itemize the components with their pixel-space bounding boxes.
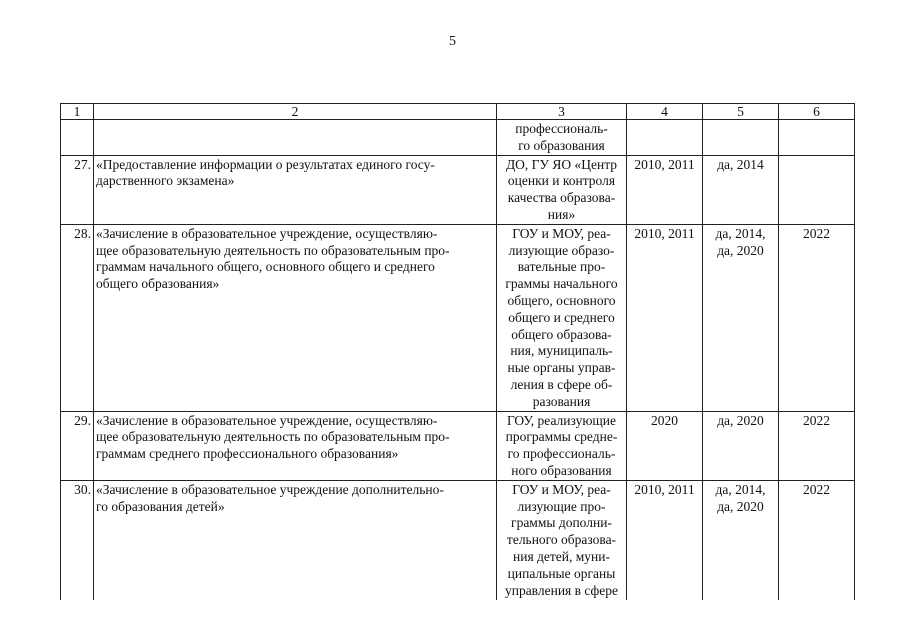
- responsible-organization-text: го образования: [518, 137, 605, 153]
- responsible-organization-text: тельного образова-: [506, 532, 617, 548]
- responsible-organization-text: граммы начального: [505, 276, 618, 292]
- responsible-organization-text: ные органы управ-: [507, 360, 616, 376]
- status-cell: [703, 480, 779, 600]
- status-text: да, 2014,: [715, 481, 766, 497]
- responsible-organization-text: общего образова-: [511, 326, 612, 342]
- years-cell: [627, 480, 703, 600]
- years-text: 2010, 2011: [634, 481, 695, 497]
- column-header-5: 5: [703, 104, 779, 120]
- years-text: 2010, 2011: [634, 156, 695, 172]
- responsible-organization-text: ления в сфере об-: [510, 376, 613, 392]
- years-cell: [627, 411, 703, 480]
- responsible-organization-text: профессиональ-: [515, 121, 608, 136]
- service-name-text: го образования детей»: [96, 498, 225, 514]
- responsible-organization-text: общего, основного: [507, 292, 616, 308]
- status-text: да, 2020: [717, 242, 764, 258]
- table-header-row: [61, 104, 855, 120]
- service-name-text: «Зачисление в образовательное учреждение, осуществляю-: [96, 225, 438, 241]
- responsible-organization-text: граммы дополни-: [511, 515, 612, 531]
- service-name-cell: [94, 411, 497, 480]
- service-name-text: граммам начального общего, основного общего и среднего: [96, 259, 435, 275]
- responsible-organization-text: ГОУ, реализующие: [506, 412, 617, 428]
- deadline-cell: [779, 411, 855, 480]
- service-name-text: «Зачисление в образовательное учреждение, осуществляю-: [96, 412, 438, 428]
- status-text: да, 2020: [717, 412, 764, 428]
- table-row: [61, 411, 855, 480]
- deadline-cell: [779, 155, 855, 224]
- responsible-organization-text: ГОУ и МОУ, реа-: [512, 225, 611, 241]
- service-name-cell: [94, 120, 497, 156]
- responsible-organization-text: общего и среднего: [508, 309, 615, 325]
- status-text: да, 2014: [717, 156, 764, 172]
- responsible-organization-text: оценки и контроля: [507, 173, 616, 189]
- deadline-cell: [779, 480, 855, 600]
- responsible-organization-text: ного образования: [511, 462, 612, 478]
- deadline-cell: [779, 120, 855, 156]
- service-name-text: щее образовательную деятельность по образовательным про-: [96, 242, 450, 258]
- responsible-organization-cell: [497, 120, 627, 156]
- column-header-3: 3: [497, 104, 627, 120]
- service-name-text: общего образования»: [96, 276, 220, 292]
- responsible-organization-text: ципальные органы: [507, 565, 616, 581]
- responsible-organization-text: ния»: [547, 206, 576, 222]
- years-text: 2020: [651, 412, 678, 428]
- deadline-text: 2022: [803, 481, 830, 497]
- responsible-organization-cell: [497, 155, 627, 224]
- responsible-organization-cell: [497, 411, 627, 480]
- column-header-2: 2: [94, 104, 497, 120]
- services-table: [60, 103, 855, 600]
- column-header-4: 4: [627, 104, 703, 120]
- table-row: [61, 120, 855, 156]
- service-name-text: «Предоставление информации о результатах единого госу-: [96, 156, 435, 172]
- responsible-organization-text: ГОУ и МОУ, реа-: [512, 481, 611, 497]
- years-cell: [627, 224, 703, 411]
- deadline-cell: [779, 224, 855, 411]
- row-number-text: 29.: [74, 412, 91, 428]
- status-cell: [703, 411, 779, 480]
- row-number-cell: [61, 411, 94, 480]
- status-text: да, 2014,: [715, 225, 766, 241]
- deadline-text: 2022: [803, 412, 830, 428]
- service-name-text: дарственного экзамена»: [96, 173, 235, 189]
- deadline-text: 2022: [803, 225, 830, 241]
- service-name-text: щее образовательную деятельность по образовательным про-: [96, 429, 450, 445]
- responsible-organization-text: лизующие образо-: [508, 242, 615, 258]
- table-row: [61, 224, 855, 411]
- column-header-6: 6: [779, 104, 855, 120]
- row-number-cell: [61, 155, 94, 224]
- column-header-1: 1: [61, 104, 94, 120]
- status-cell: [703, 224, 779, 411]
- row-number-cell: [61, 120, 94, 156]
- service-name-text: граммам среднего профессионального образования»: [96, 446, 399, 462]
- status-cell: [703, 120, 779, 156]
- page-number: 5: [449, 34, 456, 49]
- row-number-cell: [61, 224, 94, 411]
- service-name-cell: [94, 155, 497, 224]
- years-text: 2010, 2011: [634, 225, 695, 241]
- responsible-organization-text: разования: [532, 393, 591, 409]
- responsible-organization-text: качества образова-: [507, 190, 616, 206]
- row-number-text: 27.: [74, 156, 91, 172]
- responsible-organization-text: ния детей, муни-: [513, 548, 610, 564]
- service-name-text: «Зачисление в образовательное учреждение дополнительно-: [96, 481, 444, 497]
- responsible-organization-text: вательные про-: [517, 259, 606, 275]
- years-cell: [627, 120, 703, 156]
- status-cell: [703, 155, 779, 224]
- responsible-organization-text: го профессиональ-: [507, 446, 616, 462]
- responsible-organization-text: ния, муниципаль-: [510, 343, 613, 359]
- responsible-organization-cell: [497, 480, 627, 600]
- row-number-text: 28.: [74, 225, 91, 241]
- service-name-cell: [94, 480, 497, 600]
- responsible-organization-text: управления в сфере: [504, 582, 619, 598]
- status-text: да, 2020: [717, 498, 764, 514]
- responsible-organization-text: ДО, ГУ ЯО «Центр: [505, 156, 618, 172]
- row-number-cell: [61, 480, 94, 600]
- responsible-organization-text: программы средне-: [505, 429, 618, 445]
- service-name-cell: [94, 224, 497, 411]
- row-number-text: 30.: [74, 481, 91, 497]
- table-row: [61, 480, 855, 600]
- table-row: [61, 155, 855, 224]
- years-cell: [627, 155, 703, 224]
- responsible-organization-text: лизующие про-: [517, 498, 606, 514]
- responsible-organization-cell: [497, 224, 627, 411]
